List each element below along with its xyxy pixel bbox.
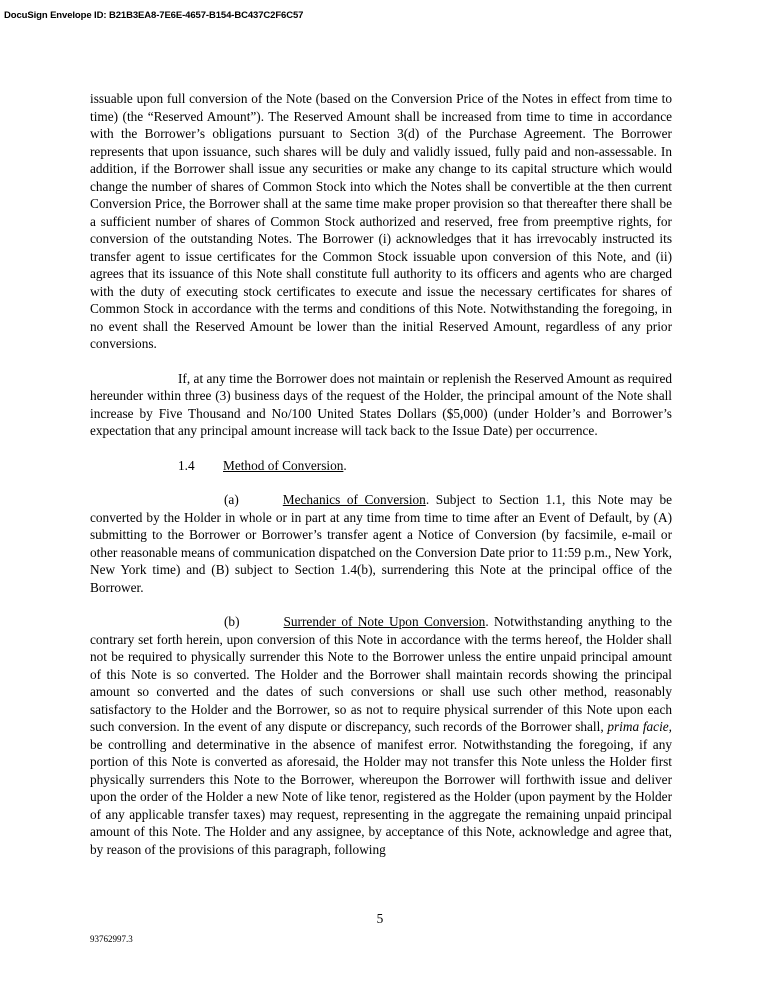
subsection-a-title: Mechanics of Conversion — [282, 492, 426, 507]
document-body — [90, 90, 672, 875]
docusign-envelope-id: DocuSign Envelope ID: B21B3EA8-7E6E-4657-B154-BC437C2F6C57 — [4, 10, 304, 21]
subsection-a-label: (a) — [224, 492, 239, 507]
page-number: 5 — [376, 911, 384, 926]
paragraph-surrender-of-note — [90, 613, 672, 858]
paragraph-mechanics-of-conversion — [90, 491, 672, 596]
subsection-a-text: . Subject to Section 1.1, this Note may be converted by the Holder in whole or in part at any time from time to time after an Event of Default, by (A) submitting to the Borrower or Borrower’s transfer agent a Notice of Conversion (by facsimile, e-mail or other reasonable means of communication dispatched on the Conversion Date prior to 11:59 p.m., New York, New York time) and (B) subject to Section 1.4(b), surrendering this Note at the principal office of the Borrower. — [90, 492, 672, 595]
paragraph-reserved-amount: issuable upon full conversion of the Note (based on the Conversion Price of the Notes in effect from time to time) (the “Reserved Amount”). The Reserved Amount shall be increased from time to time in accordance with the Borrower’s obligations pursuant to Section 3(d) of the Purchase Agreement. The Borrower represents that upon issuance, such shares will be duly and validly issued, fully paid and non-assessable. In addition, if the Borrower shall issue any securities or make any change to its capital structure which would change the number of shares of Common Stock into which the Notes shall be convertible at the then current Conversion Price, the Borrower shall at the same time make proper provision so that thereafter there shall be a sufficient number of shares of Common Stock authorized and reserved, free from preemptive rights, for conversion of the outstanding Notes. The Borrower (i) acknowledges that it has irrevocably instructed its transfer agent to issue certificates for the Common Stock issuable upon conversion of this Note, and (ii) agrees that its issuance of this Note shall constitute full authority to its officers and agents who are charged with the duty of executing stock certificates to execute and issue the necessary certificates for shares of Common Stock in accordance with the terms and conditions of this Note. Notwithstanding the foregoing, in no event shall the Reserved Amount be lower than the initial Reserved Amount, regardless of any prior conversions. — [90, 91, 672, 351]
section-title: Method of Conversion — [223, 457, 344, 473]
paragraph-replenish: If, at any time the Borrower does not maintain or replenish the Reserved Amount as required hereunder within three (3) business days of the request of the Holder, the principal amount of the Note shall increase by Five Thousand and No/100 United States Dollars ($5,000) (under Holder’s and Borrower’s expectation that any principal amount increase will tack back to the Issue Date) per occurrence. — [90, 370, 672, 438]
document-id: 93762997.3 — [90, 934, 133, 944]
section-heading-1-4 — [90, 457, 672, 475]
subsection-b-text-1: . Notwithstanding anything to the contrary set forth herein, upon conversion of this Note in accordance with the terms hereof, the Holder shall not be required to physically surrender this Note to the Borrower unless the entire unpaid principal amount of this Note is so converted. The Holder and the Borrower shall maintain records showing the principal amount so converted and the dates of such conversions or shall use such other method, reasonably satisfactory to the Holder and the Borrower, so as not to require physical surrender of this Note upon each such conversion. In the event of any dispute or discrepancy, such records of the Borrower shall, — [90, 614, 672, 734]
section-number: 1.4 — [178, 457, 195, 473]
section-title-period: . — [343, 457, 347, 473]
subsection-b-label: (b) — [224, 614, 240, 629]
subsection-b-text-2: be controlling and determinative in the absence of manifest error. Notwithstanding the foregoing, if any portion of this Note is converted as aforesaid, the Holder may not transfer this Note unless the Holder first physically surrenders this Note to the Borrower, whereupon the Borrower will forthwith issue and deliver upon the order of the Holder a new Note of like tenor, registered as the Holder (upon payment by the Holder of any applicable transfer taxes) may request, representing in the aggregate the remaining unpaid principal amount of this Note. The Holder and any assignee, by acceptance of this Note, acknowledge and agree that, by reason of the provisions of this paragraph, following — [90, 736, 672, 857]
subsection-b-italic: prima facie, — [607, 719, 672, 734]
subsection-b-title: Surrender of Note Upon Conversion — [283, 614, 486, 629]
